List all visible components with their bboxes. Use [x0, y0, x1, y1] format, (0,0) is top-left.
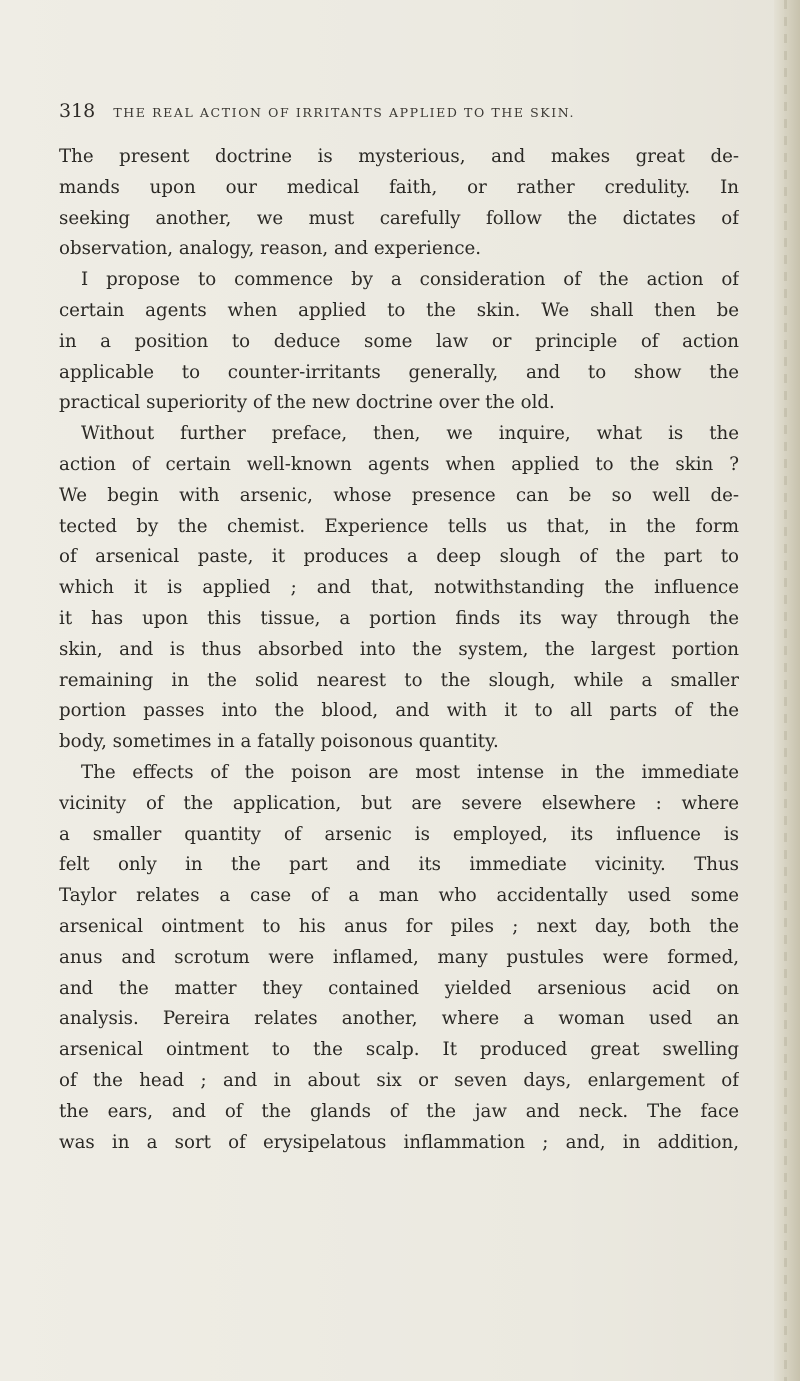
text-line: and the matter they contained yielded arsenious acid on — [59, 977, 739, 999]
text-line: of arsenical paste, it produces a deep slough of the part to — [59, 546, 739, 568]
running-head — [59, 100, 739, 128]
text-line: arsenical ointment to his anus for piles ; next day, both the — [59, 915, 739, 937]
text-line: remaining in the solid nearest to the slough, while a smaller — [59, 669, 739, 691]
text-line: The effects of the poison are most intense in the immediate — [81, 761, 739, 783]
text-line: it has upon this tissue, a portion finds its way through the — [59, 607, 739, 629]
text-line: Without further preface, then, we inquire, what is the — [81, 423, 739, 445]
text-line: in a position to deduce some law or principle of action — [59, 330, 739, 352]
text-line: was in a sort of erysipelatous inflammation ; and, in addition, — [59, 1131, 739, 1153]
text-line: Taylor relates a case of a man who accidentally used some — [59, 885, 739, 907]
page-edge-shading — [774, 0, 800, 1381]
text-line: observation, analogy, reason, and experience. — [59, 238, 482, 260]
page-number: 318 — [59, 100, 96, 122]
text-line: The present doctrine is mysterious, and makes great de- — [59, 146, 739, 167]
text-line: arsenical ointment to the scalp. It produced great swelling — [59, 1039, 739, 1061]
text-line: anus and scrotum were inflamed, many pustules were formed, — [59, 946, 739, 968]
text-line: certain agents when applied to the skin. We shall then be — [59, 299, 739, 321]
text-line: the ears, and of the glands of the jaw and neck. The face — [59, 1100, 739, 1122]
running-title: THE REAL ACTION OF IRRITANTS APPLIED TO THE SKIN. — [113, 105, 576, 120]
text-line: which it is applied ; and that, notwithstanding the influence — [59, 577, 739, 599]
text-line: analysis. Pereira relates another, where a woman used an — [59, 1008, 739, 1030]
text-line: I propose to commence by a consideration of the action of — [81, 269, 739, 291]
text-line: portion passes into the blood, and with it to all parts of the — [59, 700, 739, 722]
text-line: We begin with arsenic, whose presence can be so well de- — [59, 484, 739, 506]
text-line: practical superiority of the new doctrine over the old. — [59, 392, 555, 414]
text-line: a smaller quantity of arsenic is employed, its influence is — [59, 823, 739, 845]
text-line: skin, and is thus absorbed into the system, the largest portion — [59, 638, 739, 660]
text-line: action of certain well-known agents when applied to the skin ? — [59, 453, 739, 475]
body-text — [59, 142, 739, 1158]
text-line: mands upon our medical faith, or rather credulity. In — [59, 176, 739, 198]
text-line: seeking another, we must carefully follow the dictates of — [59, 207, 739, 229]
text-line: of the head ; and in about six or seven days, enlargement of — [59, 1069, 739, 1091]
text-line: body, sometimes in a fatally poisonous quantity. — [59, 731, 499, 753]
text-line: vicinity of the application, but are severe elsewhere : where — [59, 792, 739, 814]
text-line: applicable to counter-irritants generally, and to show the — [59, 361, 739, 383]
text-line: tected by the chemist. Experience tells us that, in the form — [59, 515, 739, 537]
text-line: felt only in the part and its immediate vicinity. Thus — [59, 854, 739, 876]
